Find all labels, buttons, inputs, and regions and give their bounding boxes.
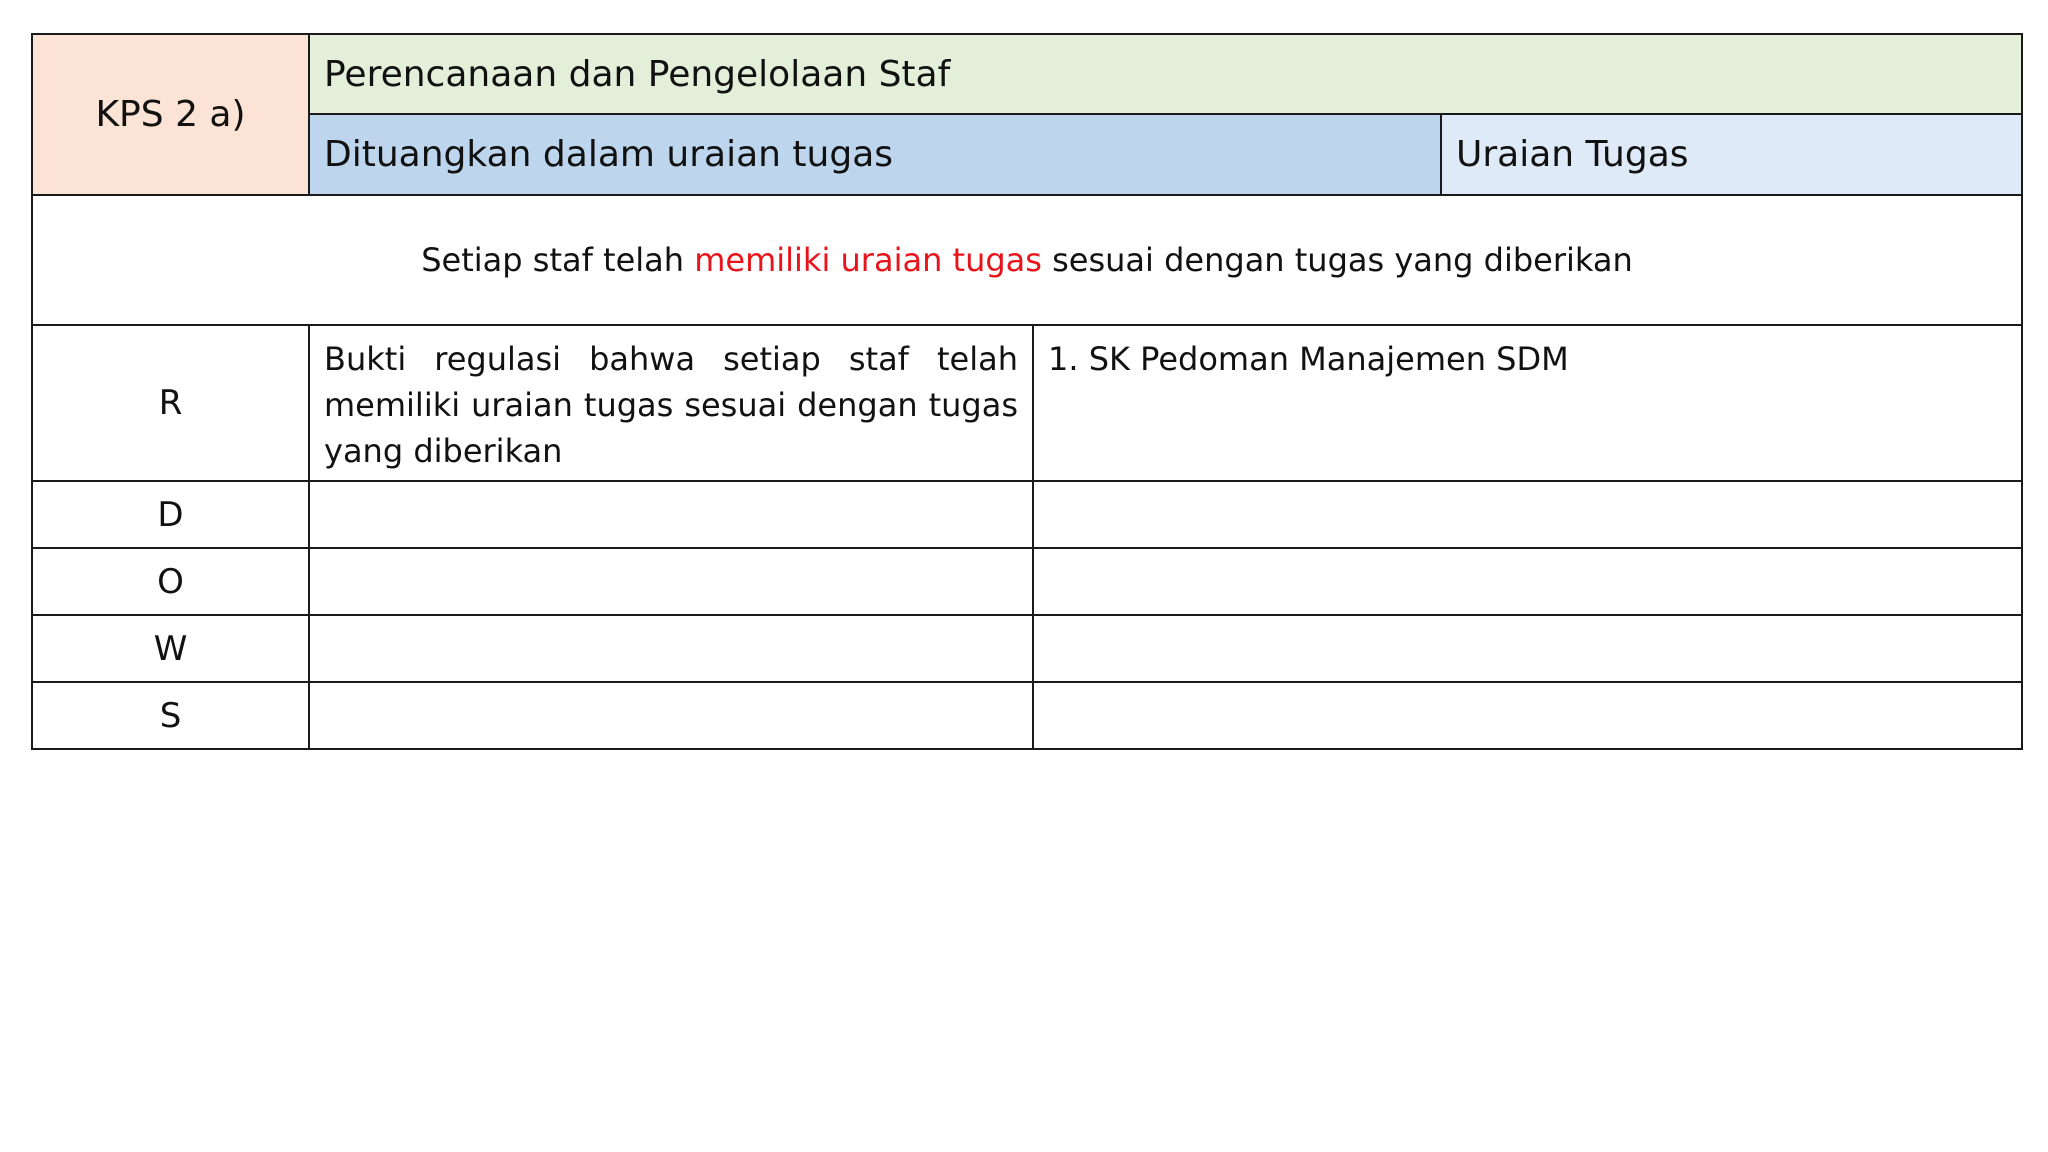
table-row [32,325,2022,481]
evidence-cell: 1. SK Pedoman Manajemen SDM [1033,325,2022,481]
requirement-cell [309,548,1033,615]
row-letter-w: W [32,615,309,682]
row-letter-r: R [32,325,309,481]
row-letter-o: O [32,548,309,615]
header-row-title [32,34,2022,114]
requirement-cell: Bukti regulasi bahwa setiap staf telah memiliki uraian tugas sesuai dengan tugas yang diberikan [309,325,1033,481]
standard-code: KPS 2 a) [32,34,309,195]
statement-row [32,195,2022,325]
standard-title: Perencanaan dan Pengelolaan Staf [309,34,2022,114]
evidence-cell [1033,548,2022,615]
evidence-cell [1033,682,2022,749]
requirement-cell [309,682,1033,749]
statement-before: Setiap staf telah [421,241,695,279]
header-row-subtitle [32,114,2022,195]
table-row [32,548,2022,615]
statement-highlight: memiliki uraian tugas [694,241,1042,279]
evidence-cell [1033,615,2022,682]
statement-after: sesuai dengan tugas yang diberikan [1041,241,1633,279]
standard-statement [32,195,2022,325]
table-row [32,615,2022,682]
table-row [32,682,2022,749]
row-letter-s: S [32,682,309,749]
requirement-cell [309,481,1033,548]
requirement-cell [309,615,1033,682]
row-letter-d: D [32,481,309,548]
standard-subtitle: Dituangkan dalam uraian tugas [309,114,1441,195]
standard-table [31,33,2023,750]
document-label: Uraian Tugas [1441,114,2022,195]
table-row [32,481,2022,548]
evidence-cell [1033,481,2022,548]
